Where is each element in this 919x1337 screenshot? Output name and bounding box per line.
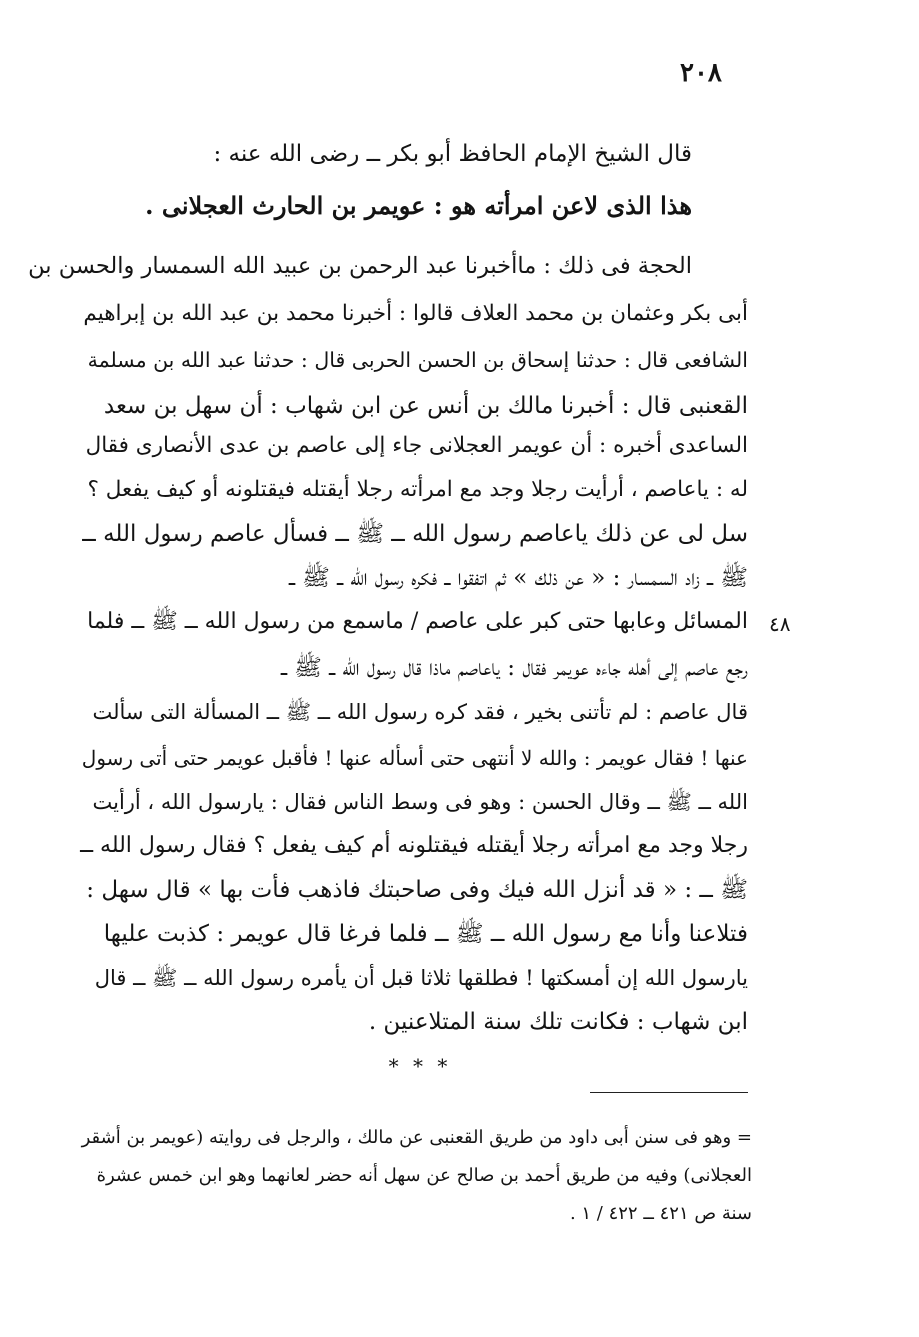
footnote <box>80 0 752 1337</box>
section-separator: * * * <box>388 1054 452 1078</box>
body-line: ﷺ ــ زاد السمسار : « عن ذلك » ثم اتفقوا ــ فكره رسول الله ــ ﷺ ــ <box>289 565 748 591</box>
footnote-line: سنة ص ٤٢١ ــ ٤٢٢ / ١ . <box>569 1203 752 1224</box>
body-line: المسائل وعابها حتى كبر على عاصم / ماسمع من رسول الله ــ ﷺ ــ فلما <box>87 609 748 634</box>
body-line: الشافعى قال : حدثنا إسحاق بن الحسن الحربى قال : حدثنا عبد الله بن مسلمة <box>87 348 748 372</box>
body-line: رجع عاصم إلى أهله جاءه عويمر فقال : ياعاصم ماذا قال رسول الله ــ ﷺ ــ <box>281 655 748 681</box>
footnote-line: = وهو فى سنن أبى داود من طريق القعنبى عن مالك ، والرجل فى روايته (عويمر بن أشقر <box>81 1127 752 1148</box>
body-line: الله ــ ﷺ ــ وقال الحسن : وهو فى وسط الناس فقال : يارسول الله ، أرأيت <box>92 790 748 814</box>
body-line: القعنبى قال : أخبرنا مالك بن أنس عن ابن شهاب : أن سهل بن سعد <box>103 393 748 419</box>
title-line: هذا الذى لاعن امرأته هو : عويمر بن الحارث العجلانى . <box>145 191 692 220</box>
body-line: فتلاعنا وأنا مع رسول الله ــ ﷺ ــ فلما فرغا قال عويمر : كذبت عليها <box>103 921 748 947</box>
body-line: الساعدى أخبره : أن عويمر العجلانى جاء إلى عاصم بن عدى الأنصارى فقال <box>85 433 748 458</box>
body-line: رجلا وجد مع امرأته رجلا أيقتله فيقتلونه أم كيف يفعل ؟ فقال رسول الله ــ <box>80 833 748 858</box>
body-line: أبى بكر وعثمان بن محمد العلاف قالوا : أخبرنا محمد بن عبد الله بن إبراهيم <box>83 301 748 326</box>
body-line: ﷺ ــ : « قد أنزل الله فيك وفى صاحبتك فاذهب فأت بها » قال سهل : <box>86 877 748 903</box>
margin-folio-number: ٤٨ <box>769 612 791 636</box>
body-line: قال عاصم : لم تأتنى بخير ، فقد كره رسول الله ــ ﷺ ــ المسألة التى سألت <box>92 700 748 724</box>
page-number: ٢٠٨ <box>680 58 722 88</box>
intro-line: قال الشيخ الإمام الحافظ أبو بكر ــ رضى الله عنه : <box>213 141 692 167</box>
body-line: عنها ! فقال عويمر : والله لا أنتهى حتى أسأله عنها ! فأقبل عويمر حتى أتى رسول <box>81 746 748 770</box>
body-line: يارسول الله إن أمسكتها ! فطلقها ثلاثا قبل أن يأمره رسول الله ــ ﷺ ــ قال <box>94 966 748 990</box>
body-line: له : ياعاصم ، أرأيت رجلا وجد مع امرأته رجلا أيقتله فيقتلونه أو كيف يفعل ؟ <box>87 477 748 502</box>
body-line: سل لى عن ذلك ياعاصم رسول الله ــ ﷺ ــ فسأل عاصم رسول الله ــ <box>82 521 748 547</box>
footnote-line: العجلانى) وفيه من طريق أحمد بن صالح عن سهل أنه حضر لعانهما وهو ابن خمس عشرة <box>96 1165 752 1186</box>
body-line: ابن شهاب : فكانت تلك سنة المتلاعنين . <box>368 1009 748 1035</box>
body-line: الحجة فى ذلك : ماأخبرنا عبد الرحمن بن عبيد الله السمسار والحسن بن <box>28 253 692 279</box>
